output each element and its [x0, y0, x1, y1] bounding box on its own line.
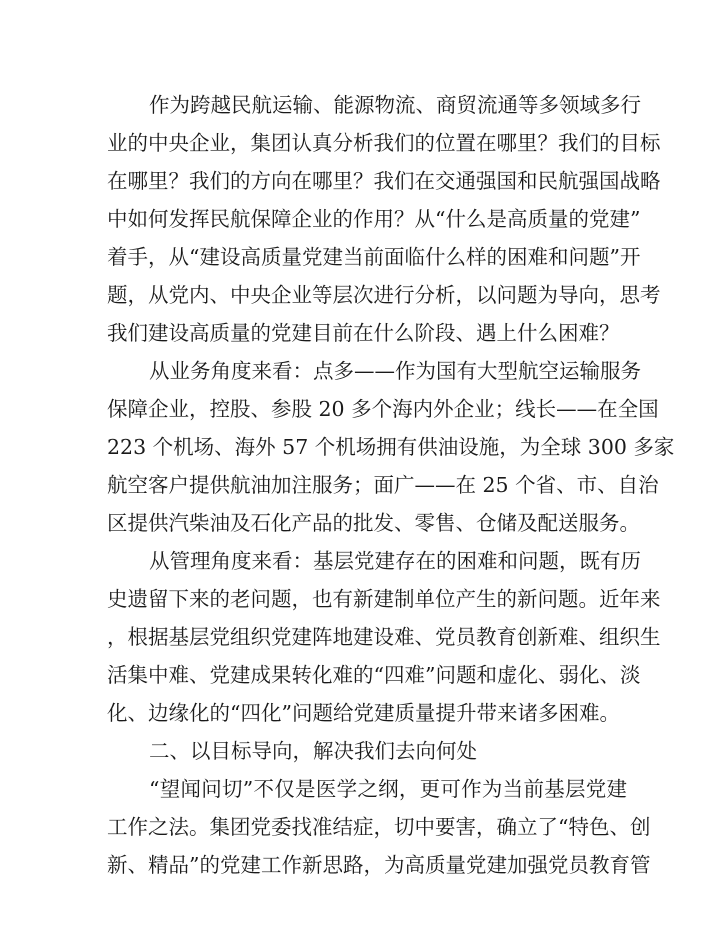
paragraph-3-line-3: ，根据基层党组织党建阵地建设难、党员教育创新难、组织生	[107, 625, 661, 649]
document-body	[107, 86, 675, 884]
paragraph-4-line-3: 新、精品”的党建工作新思路，为高质量党建加强党员教育管	[107, 853, 651, 877]
paragraph-2-line-5: 区提供汽柴油及石化产品的批发、零售、仓储及配送服务。	[107, 511, 640, 535]
paragraph-1-line-7: 我们建设高质量的党建目前在什么阶段、遇上什么困难？	[107, 321, 620, 345]
paragraph-4-line-2: 工作之法。集团党委找准结症，切中要害，确立了“特色、创	[107, 815, 651, 839]
paragraph-1-line-6: 题，从党内、中央企业等层次进行分析，以问题为导向，思考	[107, 283, 661, 307]
paragraph-1-line-4: 中如何发挥民航保障企业的作用？从“什么是高质量的党建”	[107, 207, 641, 231]
paragraph-1-line-1: 作为跨越民航运输、能源物流、商贸流通等多领域多行	[149, 93, 641, 117]
paragraph-2-line-3: 223 个机场、海外 57 个机场拥有供油设施，为全球 300 多家	[107, 435, 675, 459]
paragraph-4-line-1: “望闻问切”不仅是医学之纲，更可作为当前基层党建	[149, 777, 627, 801]
paragraph-3-line-2: 史遗留下来的老问题，也有新建制单位产生的新问题。近年来	[107, 587, 661, 611]
paragraph-2-line-2: 保障企业，控股、参股 20 多个海内外企业；线长——在全国	[107, 397, 659, 421]
paragraph-3-line-4: 活集中难、党建成果转化难的“四难”问题和虚化、弱化、淡	[107, 663, 641, 687]
paragraph-2-line-1: 从业务角度来看：点多——作为国有大型航空运输服务	[149, 359, 641, 383]
paragraph-3-line-1: 从管理角度来看：基层党建存在的困难和问题，既有历	[149, 549, 641, 573]
paragraph-2-line-4: 航空客户提供航油加注服务；面广——在 25 个省、市、自治	[107, 473, 659, 497]
paragraph-3-line-5: 化、边缘化的“四化”问题给党建质量提升带来诸多困难。	[107, 701, 620, 725]
paragraph-1-line-5: 着手，从“建设高质量党建当前面临什么样的困难和问题”开	[107, 245, 641, 269]
paragraph-1-line-3: 在哪里？我们的方向在哪里？我们在交通强国和民航强国战略	[107, 169, 661, 193]
paragraph-1-line-2: 业的中央企业，集团认真分析我们的位置在哪里？我们的目标	[107, 131, 661, 155]
section-heading: 二、以目标导向，解决我们去向何处	[149, 739, 477, 763]
